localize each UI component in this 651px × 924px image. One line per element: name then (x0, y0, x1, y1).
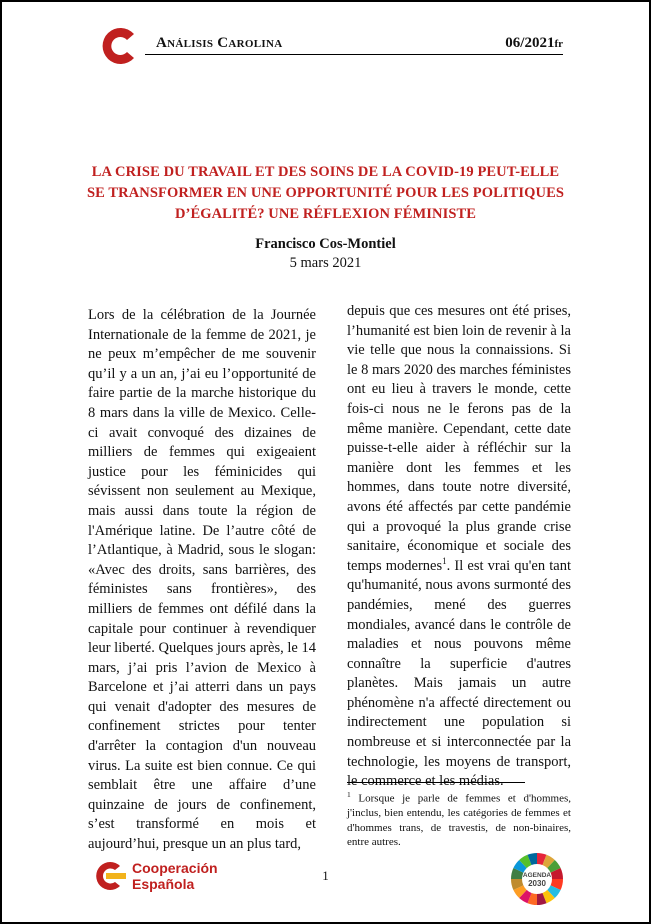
page-number: 1 (322, 868, 329, 883)
body-text: depuis que ces mesures ont été prises, l’humanité est bien loin de revenir à la vie telle que nous la connaissions. Si le 8 mars 2020 des marches féministes ont eu lieu à travers le monde, cette fois-ci nous ne le ferons pas de la même manière. Cependant, cette date puisse-t-elle aider à réfléchir sur la manière dont les femmes et les hommes, dans toute notre diversité, avons été affectés par cette pandémie qui a provoqué la plus grande crise sanitaire, économique et sociale des temps modernes (347, 303, 571, 574)
agenda-2030-wheel-icon (510, 852, 564, 906)
header-divider (145, 54, 563, 55)
footnote (347, 788, 571, 850)
sdg-label: 2030 (528, 879, 546, 888)
body-text: . Il est vrai qu'en tant qu'humanité, nous avons surmonté des pandémies, mené des guerres mondiales, avancé dans le contrôle de maladies et nous pouvons même connaître la superficie d'autres planètes. Mais jamais un autre phénomène n'a affecté directement ou indirectement une population si nombreuse et si interconnectée par la technologie, les moyens de transport, le commerce et les médias. (347, 557, 571, 790)
footnote-number: 1 (347, 790, 351, 799)
body-column-left: Lors de la célébration de la Journée Internationale de la femme de 2021, je ne peux m’empêcher de me souvenir qu’il y a un an, j’ai eu l’opportunité de faire partie de la marche historique du 8 mars dans la ville de Mexico. Celle-ci avait convoqué des dizaines de milliers de femmes qui exigeaient justice pour les féminicides qui sévissent non seulement au Mexique, mais aussi dans toute la région de l'Amérique latine. De l’autre côté de l’Atlantique, à Madrid, sous le slogan: «Avec des droits, sans barrières, des féministes sans frontières», des milliers de femmes ont défilé dans la capitale pour continuer à revendiquer leur liberté. Quelques jours après, le 14 mars, j’ai pris l’avion de Mexico à Barcelone et j’ai atterri dans un pays qui venait d'adopter des mesures de confinement strictes pour tenter d'arrêter la contagion d'un nouveau virus. La suite est bien connue. Ce qui semblait être une affaire d’une quinzaine de jours de confinement, s’est transformé en mois et aujourd’hui, presque un an plus tard, (88, 307, 316, 853)
issue-number: 06/2021fr (505, 35, 563, 51)
article-title (62, 162, 589, 225)
title-line: LA CRISE DU TRAVAIL ET DES SOINS DE LA COVID-19 PEUT-ELLE (91, 164, 560, 180)
footnote-reference[interactable]: 1 (442, 555, 447, 566)
sdg-label: AGENDA (522, 872, 552, 879)
title-line: D’ÉGALITÉ? UNE RÉFLEXION FÉMINISTE (174, 206, 477, 222)
title-line: SE TRANSFORMER EN UNE OPPORTUNITÉ POUR LES POLITIQUES (86, 185, 565, 201)
footnote-divider (347, 782, 525, 783)
publication-brand: Análisis Carolina (156, 35, 283, 51)
issue-language: fr (554, 38, 563, 50)
body-column-right (347, 302, 571, 792)
partner-name: Cooperación Española (132, 860, 218, 892)
footnote-text: Lorsque je parle de femmes et d'hommes, j'inclus, bien entendu, les catégories de femmes et d'hommes trans, de travestis, de non-binaires, entre autres. (347, 792, 571, 849)
author-name: Francisco Cos-Montiel (255, 236, 396, 252)
fundacion-carolina-logo-icon (94, 22, 142, 70)
publication-date: 5 mars 2021 (289, 255, 362, 271)
